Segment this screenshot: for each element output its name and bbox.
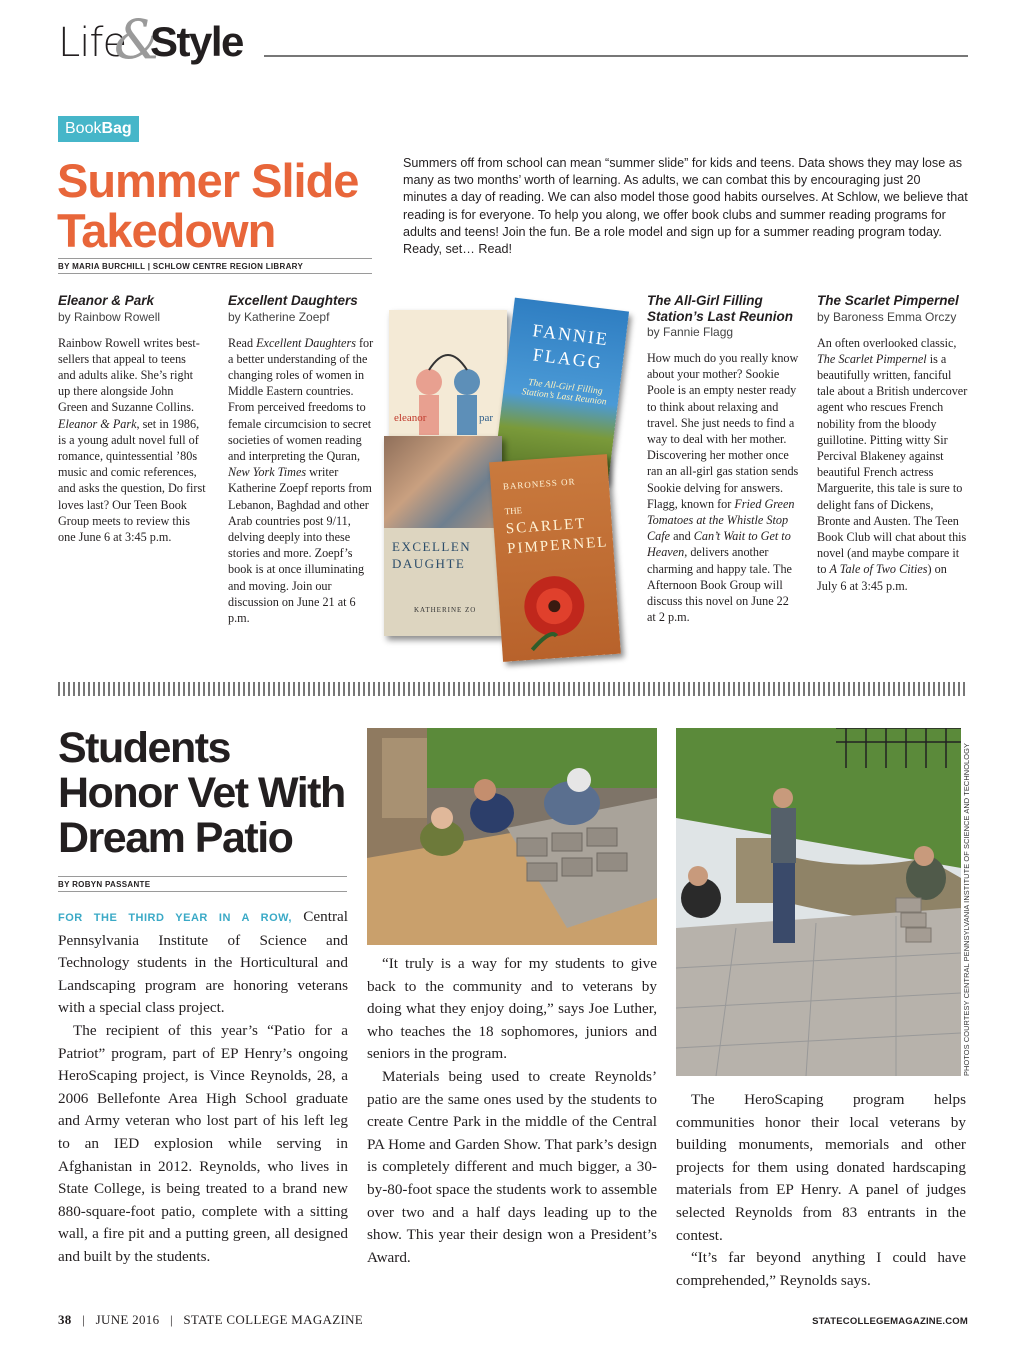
photo-credit: PHOTOS COURTESY CENTRAL PENNSYLVANIA INSTITUTE OF SCIENCE AND TECHNOLOGY <box>962 743 971 1076</box>
bookbag-intro: Summers off from school can mean “summer slide” for kids and teens. Data shows they may lose as many as two months’ worth of learning. As adults, we can combat this by encouraging just 20 minutes a day of reading. We can also model those good habits ourselves. At Schlow, we believe that reading is for everyone. To help you along, we offer book clubs and summer reading programs for adults and teens! Join the fun. Be a role model and sign up for a summer reading program today. Ready, set… Read! <box>403 156 968 257</box>
article-paragraph: The HeroScaping program helps communities honor their local veterans by building monuments, memorials and other projects for them using donated hardscaping materials from EP Henry. A panel of judges selected Reynolds from 83 entrants in the contest. <box>676 1091 966 1244</box>
section-divider <box>58 682 968 696</box>
book-author: by Katherine Zoepf <box>228 309 330 324</box>
article-column-2 <box>367 953 657 1269</box>
header-style: Style <box>150 18 243 65</box>
book-description: Read Excellent Daughters for a better understanding of the changing roles of women in Middle Eastern countries. From perceived freedoms to female circumcision to secret societies of women reading and interpreting the Quran, New York Times writer Katherine Zoepf reports from Lebanon, Baghdad and other Arab countries post 9/11, delving deeply into these stories and more. Zoepf’s book is at once illuminating and moving. Join our discussion on June 21 at 6 p.m. <box>228 335 374 625</box>
cover-fannie-subtitle: The All-Girl Filling Station’s Last Reunion <box>521 377 608 408</box>
header-life: Life <box>58 20 127 66</box>
article-leadin: FOR THE THIRD YEAR IN A ROW, <box>58 912 292 924</box>
article-headline <box>58 726 358 861</box>
article-headline-line2: Honor Vet With <box>58 769 345 817</box>
bookbag-title-line2: Takedown <box>57 204 276 257</box>
cover-eleanor-left: eleanor <box>394 412 427 424</box>
cover-scarlet-author: BARONESS OR <box>502 476 576 492</box>
flower-illustration <box>496 554 621 662</box>
book-author: by Fannie Flagg <box>647 325 734 339</box>
article-column-1 <box>58 906 348 1269</box>
cover-scarlet-line1: SCARLET <box>505 515 587 538</box>
book-description: Rainbow Rowell writes best-sellers that appeal to teens and adults alike. She’s right up there alongside John Green and Suzanne Collins. Eleanor & Park, set in 1986, is a young adult novel full of romance, quintessential ’80s music and comic references, and asks the question, Do first loves last? Our Teen Book Group meets to review this one June 6 at 3:45 p.m. <box>58 335 206 544</box>
book-title: The All-Girl Filling Station’s Last Reunion <box>647 293 794 324</box>
header-ampersand: & <box>114 8 163 71</box>
cover-scarlet-the: THE <box>504 505 523 517</box>
cover-photo-area <box>384 436 502 528</box>
issue-date: JUNE 2016 <box>95 1312 160 1327</box>
book-covers-photo <box>384 300 634 665</box>
book-title: The Scarlet Pimpernel <box>817 293 959 308</box>
cover-excellent-line2: DAUGHTE <box>392 556 466 571</box>
book-author: by Baroness Emma Orczy <box>817 309 957 324</box>
photo-students-laying-pavers <box>367 728 657 945</box>
article-paragraph: “It’s far beyond anything I could have comprehended,” Reynolds says. <box>676 1249 966 1289</box>
article-paragraph: Central Pennsylvania Institute of Science and Technology students in the Horticultural and Landscaping program are honoring veterans with a special class project. <box>58 908 348 1017</box>
book-all-girl-filling-station <box>647 293 799 625</box>
publication-name: STATE COLLEGE MAGAZINE <box>183 1312 363 1327</box>
photo-finished-patio-wall <box>676 728 961 1076</box>
book-scarlet-pimpernel <box>817 293 968 594</box>
bookbag-badge <box>58 116 139 142</box>
book-description: An often overlooked classic, The Scarlet Pimpernel is a beautifully written, fanciful tale about a British undercover agent who rescues French nobility from the bloody guillotine. Pitting witty Sir Percival Blakeney against beautiful French actress Marguerite, this tale is sure to delight fans of Dickens, Bronte and Austen. The Teen Book Club will chat about this novel (and maybe compare it to A Tale of Two Cities) on July 6 at 3:45 p.m. <box>817 335 968 593</box>
cover-scarlet-line2: PIMPERNEL <box>506 534 609 558</box>
article-headline-line1: Students <box>58 724 230 772</box>
cover-eleanor-right: par <box>479 412 494 424</box>
cover-excellent-line1: EXCELLEN <box>392 539 472 554</box>
header-rule <box>264 55 968 57</box>
cover-fannie-flagg <box>494 298 629 483</box>
footer-website: STATECOLLEGEMAGAZINE.COM <box>812 1316 968 1327</box>
photo-students-laying-pavers-image <box>367 728 657 945</box>
footer-folio: 38 | JUNE 2016 | STATE COLLEGE MAGAZINE <box>58 1312 363 1327</box>
article-paragraph: The recipient of this year’s “Patio for a Patriot” program, part of EP Henry’s ongoing HeroScaping project, is Vince Reynolds, 28, a 2006 Bellefonte Area High School graduate and Army veteran who lost part of his left leg to an IED explosion while serving in Afghanistan in 2012. Reynolds, who lives in State College, is being treated to a brand new 880-square-foot patio, complete with a sitting wall, a fire pit and a putting green, all designed and built by the students. <box>58 1021 348 1265</box>
bookbag-title-line1: Summer Slide <box>57 154 359 207</box>
cover-excellent-daughters <box>384 436 502 636</box>
book-title: Eleanor & Park <box>58 293 155 308</box>
article-column-3 <box>676 1089 966 1292</box>
article-paragraph: Materials being used to create Reynolds’ patio are the same ones used by the students to create Centre Park in the middle of the Central PA Home and Garden Show. That park’s design is completely different and much bigger, a 30-by-80-foot space the students work to assemble over two and a half days leading up to the show. This year their design won a President’s Award. <box>367 1067 657 1266</box>
section-header <box>58 8 968 74</box>
article-byline: BY ROBYN PASSANTE <box>58 876 347 892</box>
cover-scarlet-pimpernel <box>489 454 621 662</box>
book-excellent-daughters <box>228 293 378 626</box>
book-description: How much do you really know about your mother? Sookie Poole is an empty nester ready to think about relaxing and travel. She just needs to find a way to deal with her mother. Discovering her mother once ran an all-girl gas station sends Sookie delving for answers. Flagg, known for Fried Green Tomatoes at the Whistle Stop Cafe and Can’t Wait to Get to Heaven, delivers another charming and happy tale. The Afternoon Book Group will discuss this novel on June 22 at 2 p.m. <box>647 351 799 625</box>
badge-bold: Bag <box>101 120 132 137</box>
photo-finished-patio-wall-image <box>676 728 961 1076</box>
bookbag-byline: BY MARIA BURCHILL | SCHLOW CENTRE REGION LIBRARY <box>58 258 372 274</box>
page-number: 38 <box>58 1312 72 1327</box>
book-eleanor-park <box>58 293 206 545</box>
cover-fannie-bottom: FLAGG <box>531 344 604 373</box>
cover-excellent-author: KATHERINE ZO <box>414 606 477 614</box>
article-paragraph: “It truly is a way for my students to give back to the community and to veterans by doing what they enjoy doing,” says Joe Luther, who teaches the 18 sophomores, juniors and seniors in the program. <box>367 955 657 1063</box>
book-author: by Rainbow Rowell <box>58 309 161 324</box>
article-headline-line3: Dream Patio <box>58 814 293 862</box>
book-title: Excellent Daughters <box>228 293 358 308</box>
bookbag-title <box>57 156 397 256</box>
badge-light: Book <box>65 120 102 137</box>
cover-fannie-top: FANNIE <box>531 320 611 350</box>
